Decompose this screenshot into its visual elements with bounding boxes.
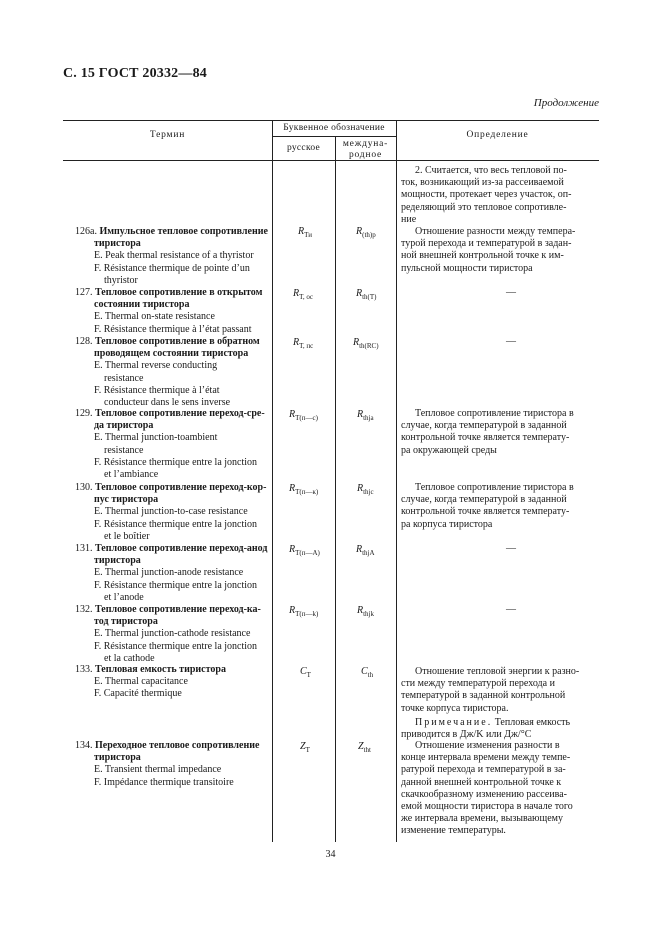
- symbol-ru-126a: $R_{Ти}$: [298, 226, 312, 239]
- page-header: С. 15 ГОСТ 20332—84: [63, 66, 207, 81]
- head-definition: Определение: [466, 130, 529, 140]
- head-term: Термин: [149, 130, 186, 140]
- definition-132-dash: —: [506, 604, 516, 615]
- table-top-rule: [63, 120, 599, 121]
- symbol-ru-134: $Z_T$: [300, 741, 310, 754]
- definition-127-dash: —: [506, 287, 516, 298]
- symbol-int-127: $R_{th(T)}$: [356, 288, 377, 301]
- symbol-int-134: $Z_{tht}$: [358, 741, 371, 754]
- symbol-int-129: $R_{thja}$: [357, 409, 374, 422]
- symbol-int-130: $R_{thjc}$: [357, 483, 374, 496]
- definition-126a: Отношение разности между темпера- турой перехода и температурой в задан- ной внешней контрольной точке к им- пульсной мощности тиристора: [401, 226, 576, 274]
- term-129: 129. Тепловое сопротивление переход-сре- да тиристора E. Thermal junction-toambient resistance F. Résistance thermique entre la jonction et l’ambiance: [75, 408, 265, 481]
- definition-134: Отношение изменения разности в конце интервала времени между темпе- ратурой перехода и температурой в за- данной внешней контрольной точке к скачкообразному изменению рассеива- емой мощности тиристора в начале того же интервала времени, вызывающему изменение температуры.: [401, 740, 573, 837]
- symbol-int-128: $R_{th(RC)}$: [353, 337, 379, 350]
- definition-131-dash: —: [506, 543, 516, 554]
- term-133: 133. Тепловая емкость тиристора E. Thermal capacitance F. Capacité thermique: [75, 664, 226, 700]
- symbol-int-132: $R_{thjk}$: [357, 605, 374, 618]
- head-russian: русское: [286, 143, 321, 153]
- symbol-ru-127: $R_{T, oc}$: [293, 288, 313, 301]
- table-subhead-rule: [272, 136, 396, 137]
- table-head-bottom-rule: [63, 160, 599, 161]
- definition-130: Тепловое сопротивление тиристора в случае, когда температурой в заданной контрольной точке является температу- ра корпуса тиристора: [401, 482, 574, 530]
- term-126a: 126а. Импульсное тепловое сопротивление тиристора E. Peak thermal resistance of a thyristor F. Résistance thermique de pointe d’un thyristor: [75, 226, 268, 286]
- symbol-ru-132: $R_{T(п—k)}$: [289, 605, 319, 618]
- page-number: 34: [325, 849, 336, 860]
- head-international-1: междуна-: [342, 139, 389, 149]
- symbol-ru-130: $R_{T(п—к)}$: [289, 483, 319, 496]
- term-131: 131. Тепловое сопротивление переход-анод тиристора E. Thermal junction-anode resistance F. Résistance thermique entre la jonction et l’anode: [75, 543, 268, 603]
- definition-133: Отношение тепловой энергии к разно- сти между температурой перехода и температурой в заданной контрольной точке корпуса тиристора. Примечание. Тепловая емкость приводится в Дж/K или Дж/°С: [401, 666, 580, 741]
- definition-128-dash: —: [506, 336, 516, 347]
- term-128: 128. Тепловое сопротивление в обратном проводящем состоянии тиристора E. Thermal reverse conducting resistance F. Résistance thermique à l’état conducteur dans le sens inverse: [75, 336, 260, 409]
- term-134: 134. Переходное тепловое сопротивление тиристора E. Transient thermal impedance F. Impédance thermique transitoire: [75, 740, 260, 788]
- col-divider-3: [396, 120, 397, 842]
- symbol-int-131: $R_{thjA}$: [356, 544, 375, 557]
- continuation-label: Продолжение: [533, 97, 599, 109]
- symbol-int-126a: $R_{(th)p}$: [356, 226, 376, 239]
- symbol-int-133: $C_{th}$: [361, 666, 374, 679]
- carry-over-definition: 2. Считается, что весь тепловой по- ток, возникающий из-за рассеиваемой мощности, протекает через участок, оп- ределяющий это тепловое сопротивле- ние: [401, 165, 572, 225]
- definition-129: Тепловое сопротивление тиристора в случае, когда температурой в заданной контрольной точке является температу- ра окружающей среды: [401, 408, 574, 456]
- col-divider-2: [335, 136, 336, 842]
- symbol-ru-131: $R_{T(п—А)}$: [289, 544, 320, 557]
- symbol-ru-128: $R_{T, пс}$: [293, 337, 314, 350]
- term-127: 127. Тепловое сопротивление в открытом состоянии тиристора E. Thermal on-state resistance F. Résistance thermique à l’état passant: [75, 287, 263, 335]
- term-132: 132. Тепловое сопротивление переход-ка- тод тиристора E. Thermal junction-cathode resistance F. Résistance thermique entre la jonction et la cathode: [75, 604, 261, 664]
- symbol-ru-129: $R_{T(п—с)}$: [289, 409, 318, 422]
- term-130: 130. Тепловое сопротивление переход-кор- пус тиристора E. Thermal junction-to-case resistance F. Résistance thermique entre la jonction et le boîtier: [75, 482, 267, 542]
- head-letter-designation: Буквенное обозначение: [283, 123, 385, 133]
- head-international-2: родное: [348, 150, 383, 160]
- symbol-ru-133: $C_T$: [300, 666, 311, 679]
